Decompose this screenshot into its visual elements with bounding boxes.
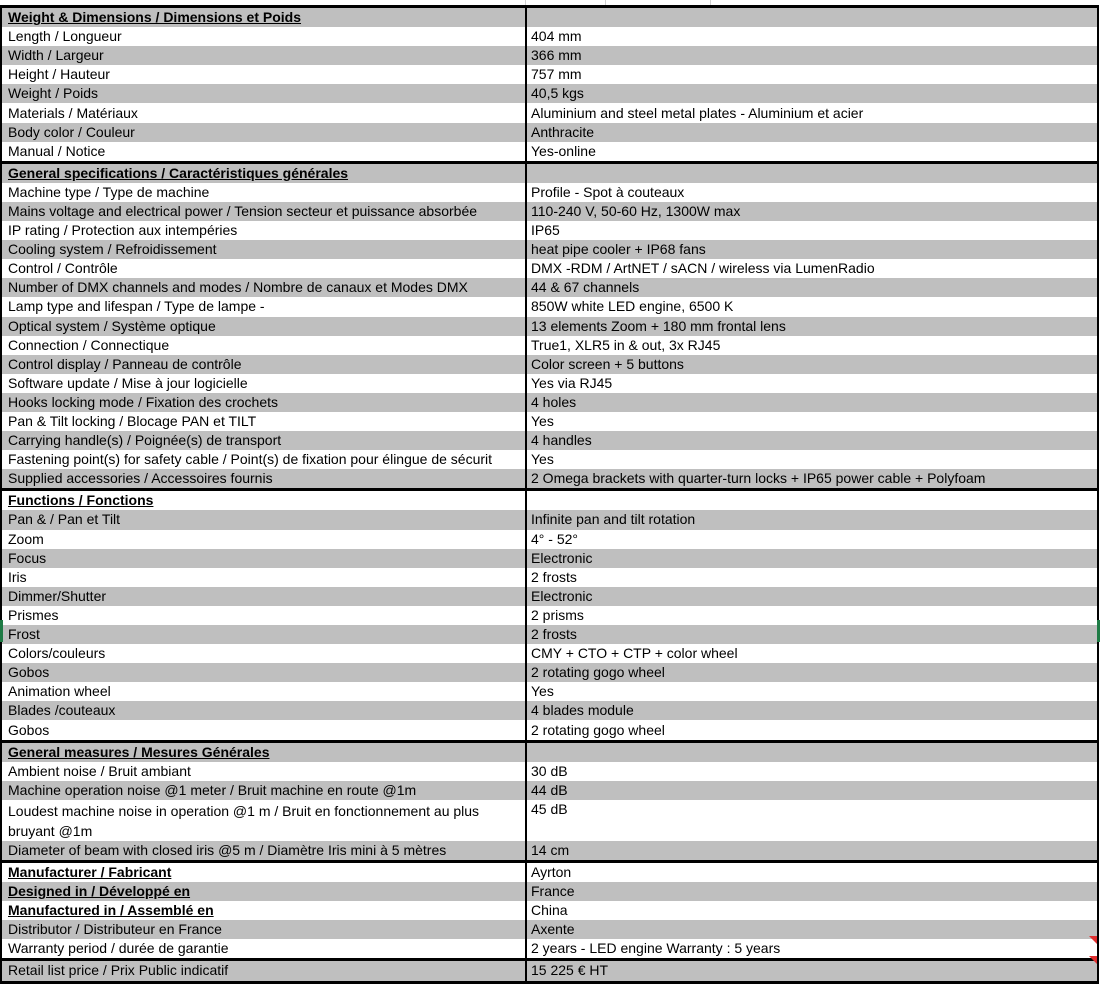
spec-row xyxy=(1,317,1098,336)
spec-label[interactable]: Zoom xyxy=(1,530,526,549)
spec-value[interactable]: Electronic xyxy=(526,549,1098,568)
spec-value[interactable]: 2 rotating gogo wheel xyxy=(526,663,1098,682)
spec-value[interactable]: Ayrton xyxy=(526,861,1098,882)
spec-value[interactable]: Profile - Spot à couteaux xyxy=(526,183,1098,202)
spec-row xyxy=(1,278,1098,297)
spec-value[interactable]: Yes via RJ45 xyxy=(526,374,1098,393)
spec-value[interactable]: Yes xyxy=(526,412,1098,431)
spec-value[interactable]: IP65 xyxy=(526,221,1098,240)
spec-value[interactable]: 40,5 kgs xyxy=(526,84,1098,103)
spec-row xyxy=(1,123,1098,142)
spec-label[interactable]: Weight / Poids xyxy=(1,84,526,103)
spec-row xyxy=(1,663,1098,682)
spec-label[interactable]: Retail list price / Prix Public indicatif xyxy=(1,960,526,982)
section-title[interactable]: Functions / Fonctions xyxy=(1,490,526,511)
spec-value[interactable]: 44 & 67 channels xyxy=(526,278,1098,297)
spec-row xyxy=(1,939,1098,960)
spec-label[interactable]: Frost xyxy=(1,625,526,644)
spec-row xyxy=(1,355,1098,374)
spec-row xyxy=(1,901,1098,920)
spec-value[interactable]: France xyxy=(526,882,1098,901)
spec-label[interactable]: Control display / Panneau de contrôle xyxy=(1,355,526,374)
spec-row xyxy=(1,431,1098,450)
spec-row xyxy=(1,202,1098,221)
spec-label[interactable]: Diameter of beam with closed iris @5 m / Diamètre Iris mini à 5 mètres xyxy=(1,841,526,862)
spec-value[interactable]: True1, XLR5 in & out, 3x RJ45 xyxy=(526,336,1098,355)
section-header-row xyxy=(1,162,1098,183)
spec-label[interactable]: Height / Hauteur xyxy=(1,65,526,84)
spec-row xyxy=(1,336,1098,355)
spec-value[interactable]: 2 frosts xyxy=(526,625,1098,644)
spec-value[interactable]: 44 dB xyxy=(526,781,1098,800)
spec-value[interactable]: 15 225 € HT xyxy=(526,960,1098,982)
spec-row xyxy=(1,530,1098,549)
spec-value[interactable]: heat pipe cooler + IP68 fans xyxy=(526,240,1098,259)
spec-label[interactable]: Loudest machine noise in operation @1 m / Bruit en fonctionnement au plus bruyant @1m xyxy=(1,800,526,841)
spec-label[interactable]: Manufactured in / Assemblé en xyxy=(1,901,526,920)
spec-row xyxy=(1,221,1098,240)
spec-label[interactable]: Pan & / Pan et Tilt xyxy=(1,510,526,529)
spec-label[interactable]: Prismes xyxy=(1,606,526,625)
spec-row xyxy=(1,644,1098,663)
spec-value[interactable]: Axente xyxy=(526,920,1098,939)
spec-value[interactable]: Infinite pan and tilt rotation xyxy=(526,510,1098,529)
spec-value[interactable] xyxy=(526,7,1098,28)
spec-label[interactable]: Cooling system / Refroidissement xyxy=(1,240,526,259)
spec-value[interactable]: Yes-online xyxy=(526,142,1098,163)
spec-label[interactable]: Connection / Connectique xyxy=(1,336,526,355)
spec-label[interactable]: Mains voltage and electrical power / Tension secteur et puissance absorbée xyxy=(1,202,526,221)
spec-row xyxy=(1,412,1098,431)
spec-row xyxy=(1,587,1098,606)
spec-value[interactable]: 13 elements Zoom + 180 mm frontal lens xyxy=(526,317,1098,336)
spec-value[interactable]: 2 prisms xyxy=(526,606,1098,625)
spec-row xyxy=(1,682,1098,701)
spec-value[interactable]: Yes xyxy=(526,450,1098,469)
comment-indicator[interactable] xyxy=(1089,936,1097,944)
spec-value[interactable]: 4 blades module xyxy=(526,701,1098,720)
section-header-row xyxy=(1,490,1098,511)
spec-row xyxy=(1,46,1098,65)
spec-value[interactable]: 4 handles xyxy=(526,431,1098,450)
spec-value[interactable]: China xyxy=(526,901,1098,920)
spec-label[interactable]: Body color / Couleur xyxy=(1,123,526,142)
spec-value[interactable]: Electronic xyxy=(526,587,1098,606)
spec-row xyxy=(1,142,1098,163)
spec-label[interactable]: Ambient noise / Bruit ambiant xyxy=(1,762,526,781)
spec-value[interactable]: 2 rotating gogo wheel xyxy=(526,720,1098,741)
spec-value[interactable]: 2 frosts xyxy=(526,568,1098,587)
spec-label[interactable]: Manual / Notice xyxy=(1,142,526,163)
spec-label[interactable]: Animation wheel xyxy=(1,682,526,701)
spec-label[interactable]: Optical system / Système optique xyxy=(1,317,526,336)
spec-row xyxy=(1,625,1098,644)
spec-value[interactable]: 850W white LED engine, 6500 K xyxy=(526,297,1098,316)
spec-label[interactable]: Machine operation noise @1 meter / Bruit machine en route @1m xyxy=(1,781,526,800)
spec-row xyxy=(1,960,1098,982)
spec-row xyxy=(1,469,1098,490)
section-title[interactable]: Weight & Dimensions / Dimensions et Poids xyxy=(1,7,526,28)
spec-label[interactable]: Manufacturer / Fabricant xyxy=(1,861,526,882)
spec-row xyxy=(1,183,1098,202)
spec-label[interactable]: Designed in / Développé en xyxy=(1,882,526,901)
spec-value[interactable]: CMY + CTO + CTP + color wheel xyxy=(526,644,1098,663)
spec-label[interactable]: Colors/couleurs xyxy=(1,644,526,663)
spec-row xyxy=(1,701,1098,720)
spec-value[interactable]: 366 mm xyxy=(526,46,1098,65)
spec-row xyxy=(1,27,1098,46)
spec-row xyxy=(1,65,1098,84)
spec-value[interactable]: 757 mm xyxy=(526,65,1098,84)
spec-label[interactable]: Number of DMX channels and modes / Nombre de canaux et Modes DMX xyxy=(1,278,526,297)
spec-label[interactable]: Width / Largeur xyxy=(1,46,526,65)
spec-label[interactable]: Length / Longueur xyxy=(1,27,526,46)
spec-label[interactable]: Dimmer/Shutter xyxy=(1,587,526,606)
spec-value[interactable]: 404 mm xyxy=(526,27,1098,46)
spec-value[interactable]: 45 dB xyxy=(526,800,1098,841)
spec-value[interactable]: DMX -RDM / ArtNET / sACN / wireless via LumenRadio xyxy=(526,259,1098,278)
spec-label[interactable]: Iris xyxy=(1,568,526,587)
section-header-row xyxy=(1,741,1098,762)
spec-row xyxy=(1,549,1098,568)
spec-row xyxy=(1,510,1098,529)
spec-row xyxy=(1,762,1098,781)
spec-value[interactable]: 2 years - LED engine Warranty : 5 years xyxy=(526,939,1098,960)
spec-row xyxy=(1,920,1098,939)
spec-row xyxy=(1,861,1098,882)
comment-indicator[interactable] xyxy=(1089,956,1097,964)
spec-label[interactable]: Gobos xyxy=(1,663,526,682)
spec-label[interactable]: Supplied accessories / Accessoires fournis xyxy=(1,469,526,490)
spec-row xyxy=(1,450,1098,469)
spec-value[interactable]: Aluminium and steel metal plates - Aluminium et acier xyxy=(526,103,1098,122)
spec-label[interactable]: Materials / Matériaux xyxy=(1,103,526,122)
spec-row xyxy=(1,84,1098,103)
spec-row xyxy=(1,568,1098,587)
spec-row xyxy=(1,841,1098,862)
spec-label[interactable]: IP rating / Protection aux intempéries xyxy=(1,221,526,240)
spec-value[interactable]: Anthracite xyxy=(526,123,1098,142)
spec-row xyxy=(1,800,1098,841)
spec-value[interactable] xyxy=(526,741,1098,762)
spec-label[interactable]: Carrying handle(s) / Poignée(s) de transport xyxy=(1,431,526,450)
spec-label[interactable]: Hooks locking mode / Fixation des crochets xyxy=(1,393,526,412)
spec-value[interactable]: 4° - 52° xyxy=(526,530,1098,549)
spec-value[interactable]: 2 Omega brackets with quarter-turn locks + IP65 power cable + Polyfoam xyxy=(526,469,1098,490)
spec-table-body xyxy=(1,7,1098,983)
spec-label[interactable]: Gobos xyxy=(1,720,526,741)
spec-value[interactable]: 30 dB xyxy=(526,762,1098,781)
spec-row xyxy=(1,240,1098,259)
spec-value[interactable]: 4 holes xyxy=(526,393,1098,412)
spec-value[interactable] xyxy=(526,490,1098,511)
spec-label[interactable]: Focus xyxy=(1,549,526,568)
spec-value[interactable]: Yes xyxy=(526,682,1098,701)
spec-label[interactable]: Software update / Mise à jour logicielle xyxy=(1,374,526,393)
section-title[interactable]: General specifications / Caractéristiques générales xyxy=(1,162,526,183)
section-title[interactable]: General measures / Mesures Générales xyxy=(1,741,526,762)
spec-table xyxy=(0,5,1099,984)
spec-row xyxy=(1,393,1098,412)
spec-value[interactable]: 110-240 V, 50-60 Hz, 1300W max xyxy=(526,202,1098,221)
spec-value[interactable]: Color screen + 5 buttons xyxy=(526,355,1098,374)
spec-row xyxy=(1,297,1098,316)
spec-label[interactable]: Machine type / Type de machine xyxy=(1,183,526,202)
spec-label[interactable]: Control / Contrôle xyxy=(1,259,526,278)
spec-label[interactable]: Pan & Tilt locking / Blocage PAN et TILT xyxy=(1,412,526,431)
spec-row xyxy=(1,720,1098,741)
selection-edge xyxy=(0,620,3,642)
section-header-row xyxy=(1,7,1098,28)
spec-row xyxy=(1,259,1098,278)
spec-value[interactable] xyxy=(526,162,1098,183)
spec-value[interactable]: 14 cm xyxy=(526,841,1098,862)
spec-row xyxy=(1,781,1098,800)
spec-label[interactable]: Fastening point(s) for safety cable / Point(s) de fixation pour élingue de sécurit xyxy=(1,450,526,469)
spec-row xyxy=(1,882,1098,901)
spec-row xyxy=(1,103,1098,122)
spec-label[interactable]: Blades /couteaux xyxy=(1,701,526,720)
spec-row xyxy=(1,374,1098,393)
spec-label[interactable]: Lamp type and lifespan / Type de lampe - xyxy=(1,297,526,316)
spec-label[interactable]: Warranty period / durée de garantie xyxy=(1,939,526,960)
spec-label[interactable]: Distributor / Distributeur en France xyxy=(1,920,526,939)
spec-row xyxy=(1,606,1098,625)
